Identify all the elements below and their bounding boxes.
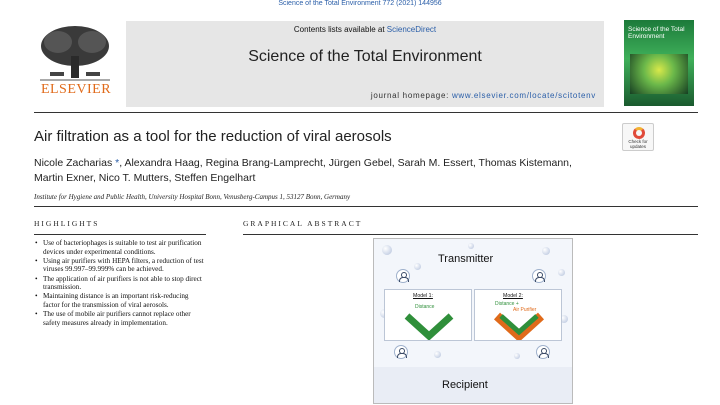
- aerosol-droplet: [468, 243, 474, 249]
- article-title: Air filtration as a tool for the reduction of viral aerosols: [34, 128, 392, 145]
- journal-cover-image[interactable]: [624, 20, 694, 106]
- aerosol-droplet: [434, 351, 441, 358]
- graphical-abstract-divider: [243, 234, 698, 235]
- highlight-item: • Using air purifiers with HEPA filters, a reduction of test viruses 99.997–99.999% can be achieved.: [34, 257, 206, 274]
- authors-line-1: [34, 156, 704, 171]
- highlights-list: [34, 239, 206, 328]
- person-icon: [396, 269, 410, 283]
- person-icon: [536, 345, 550, 359]
- model-1-caption: Distance: [415, 304, 435, 310]
- recipient-area: [374, 367, 572, 403]
- model-2-panel: [474, 289, 562, 341]
- person-icon: [394, 345, 408, 359]
- person-icon: [532, 269, 546, 283]
- contents-line: [126, 25, 604, 34]
- highlight-item: • Use of bacteriophages is suitable to test air purification devices under experimental conditions.: [34, 239, 206, 256]
- aerosol-droplet: [382, 245, 392, 255]
- graphical-abstract-heading: GRAPHICAL ABSTRACT: [243, 219, 363, 228]
- highlight-item: • The application of air purifiers is not able to stop direct transmission.: [34, 275, 206, 292]
- sciencedirect-link[interactable]: ScienceDirect: [386, 25, 437, 34]
- journal-title: Science of the Total Environment: [248, 48, 482, 65]
- model-2-label: Model 2:: [503, 293, 523, 299]
- highlights-heading: HIGHLIGHTS: [34, 219, 100, 228]
- journal-banner: [126, 21, 604, 107]
- journal-homepage: [371, 91, 596, 100]
- masthead-divider: [34, 112, 698, 113]
- model-1-panel: [384, 289, 472, 341]
- homepage-url-link[interactable]: www.elsevier.com/locate/scitotenv: [451, 91, 596, 100]
- aerosol-droplet: [542, 247, 550, 255]
- cover-title: Science of the Total Environment: [628, 26, 685, 41]
- model-2-caption-purifier: Air Purifier: [513, 307, 537, 313]
- transmitter-label: Transmitter: [438, 253, 494, 265]
- highlights-divider: [34, 234, 206, 235]
- model-2-chevron: [493, 310, 545, 340]
- affiliation-divider: [34, 206, 698, 207]
- journal-reference: Science of the Total Environment 772 (2021) 144956: [278, 0, 442, 7]
- aerosol-droplet: [558, 269, 565, 276]
- authors-line-2: Martin Exner, Nico T. Mutters, Steffen Engelhart: [34, 172, 256, 184]
- contents-prefix: Contents lists available at: [293, 25, 385, 34]
- check-updates-icon: [633, 127, 645, 139]
- check-updates-label: Check for updates: [628, 139, 648, 149]
- aerosol-droplet: [514, 353, 520, 359]
- corresponding-author-mark[interactable]: *: [115, 157, 120, 169]
- model-1-label: Model 1:: [413, 293, 433, 299]
- highlight-item: • The use of mobile air purifiers cannot replace other safety measures already in implementation.: [34, 310, 206, 327]
- author-names: , Alexandra Haag, Regina Brang-Lamprecht, Jürgen Gebel, Sarah M. Essert, Thomas Kistemann,: [119, 157, 572, 169]
- author-list: [34, 156, 704, 186]
- model-1-chevron: [403, 310, 455, 340]
- model-2-caption-distance: Distance +: [495, 301, 519, 307]
- recipient-label: Recipient: [442, 379, 488, 391]
- publisher-name: ELSEVIER: [40, 82, 112, 97]
- check-for-updates-button[interactable]: [622, 123, 654, 151]
- graphical-abstract-figure[interactable]: [373, 238, 573, 404]
- author-name[interactable]: Nicole Zacharias: [34, 157, 113, 169]
- cover-artwork: [630, 54, 688, 94]
- highlight-item: • Maintaining distance is an important risk-reducing factor for the transmission of viral aerosols.: [34, 292, 206, 309]
- author-affiliation: Institute for Hygiene and Public Health, University Hospital Bonn, Venusberg-Campus 1, 53127 Bonn, Germany: [34, 193, 351, 201]
- aerosol-droplet: [414, 263, 421, 270]
- homepage-label: journal homepage:: [370, 91, 450, 100]
- journal-masthead: [34, 14, 698, 108]
